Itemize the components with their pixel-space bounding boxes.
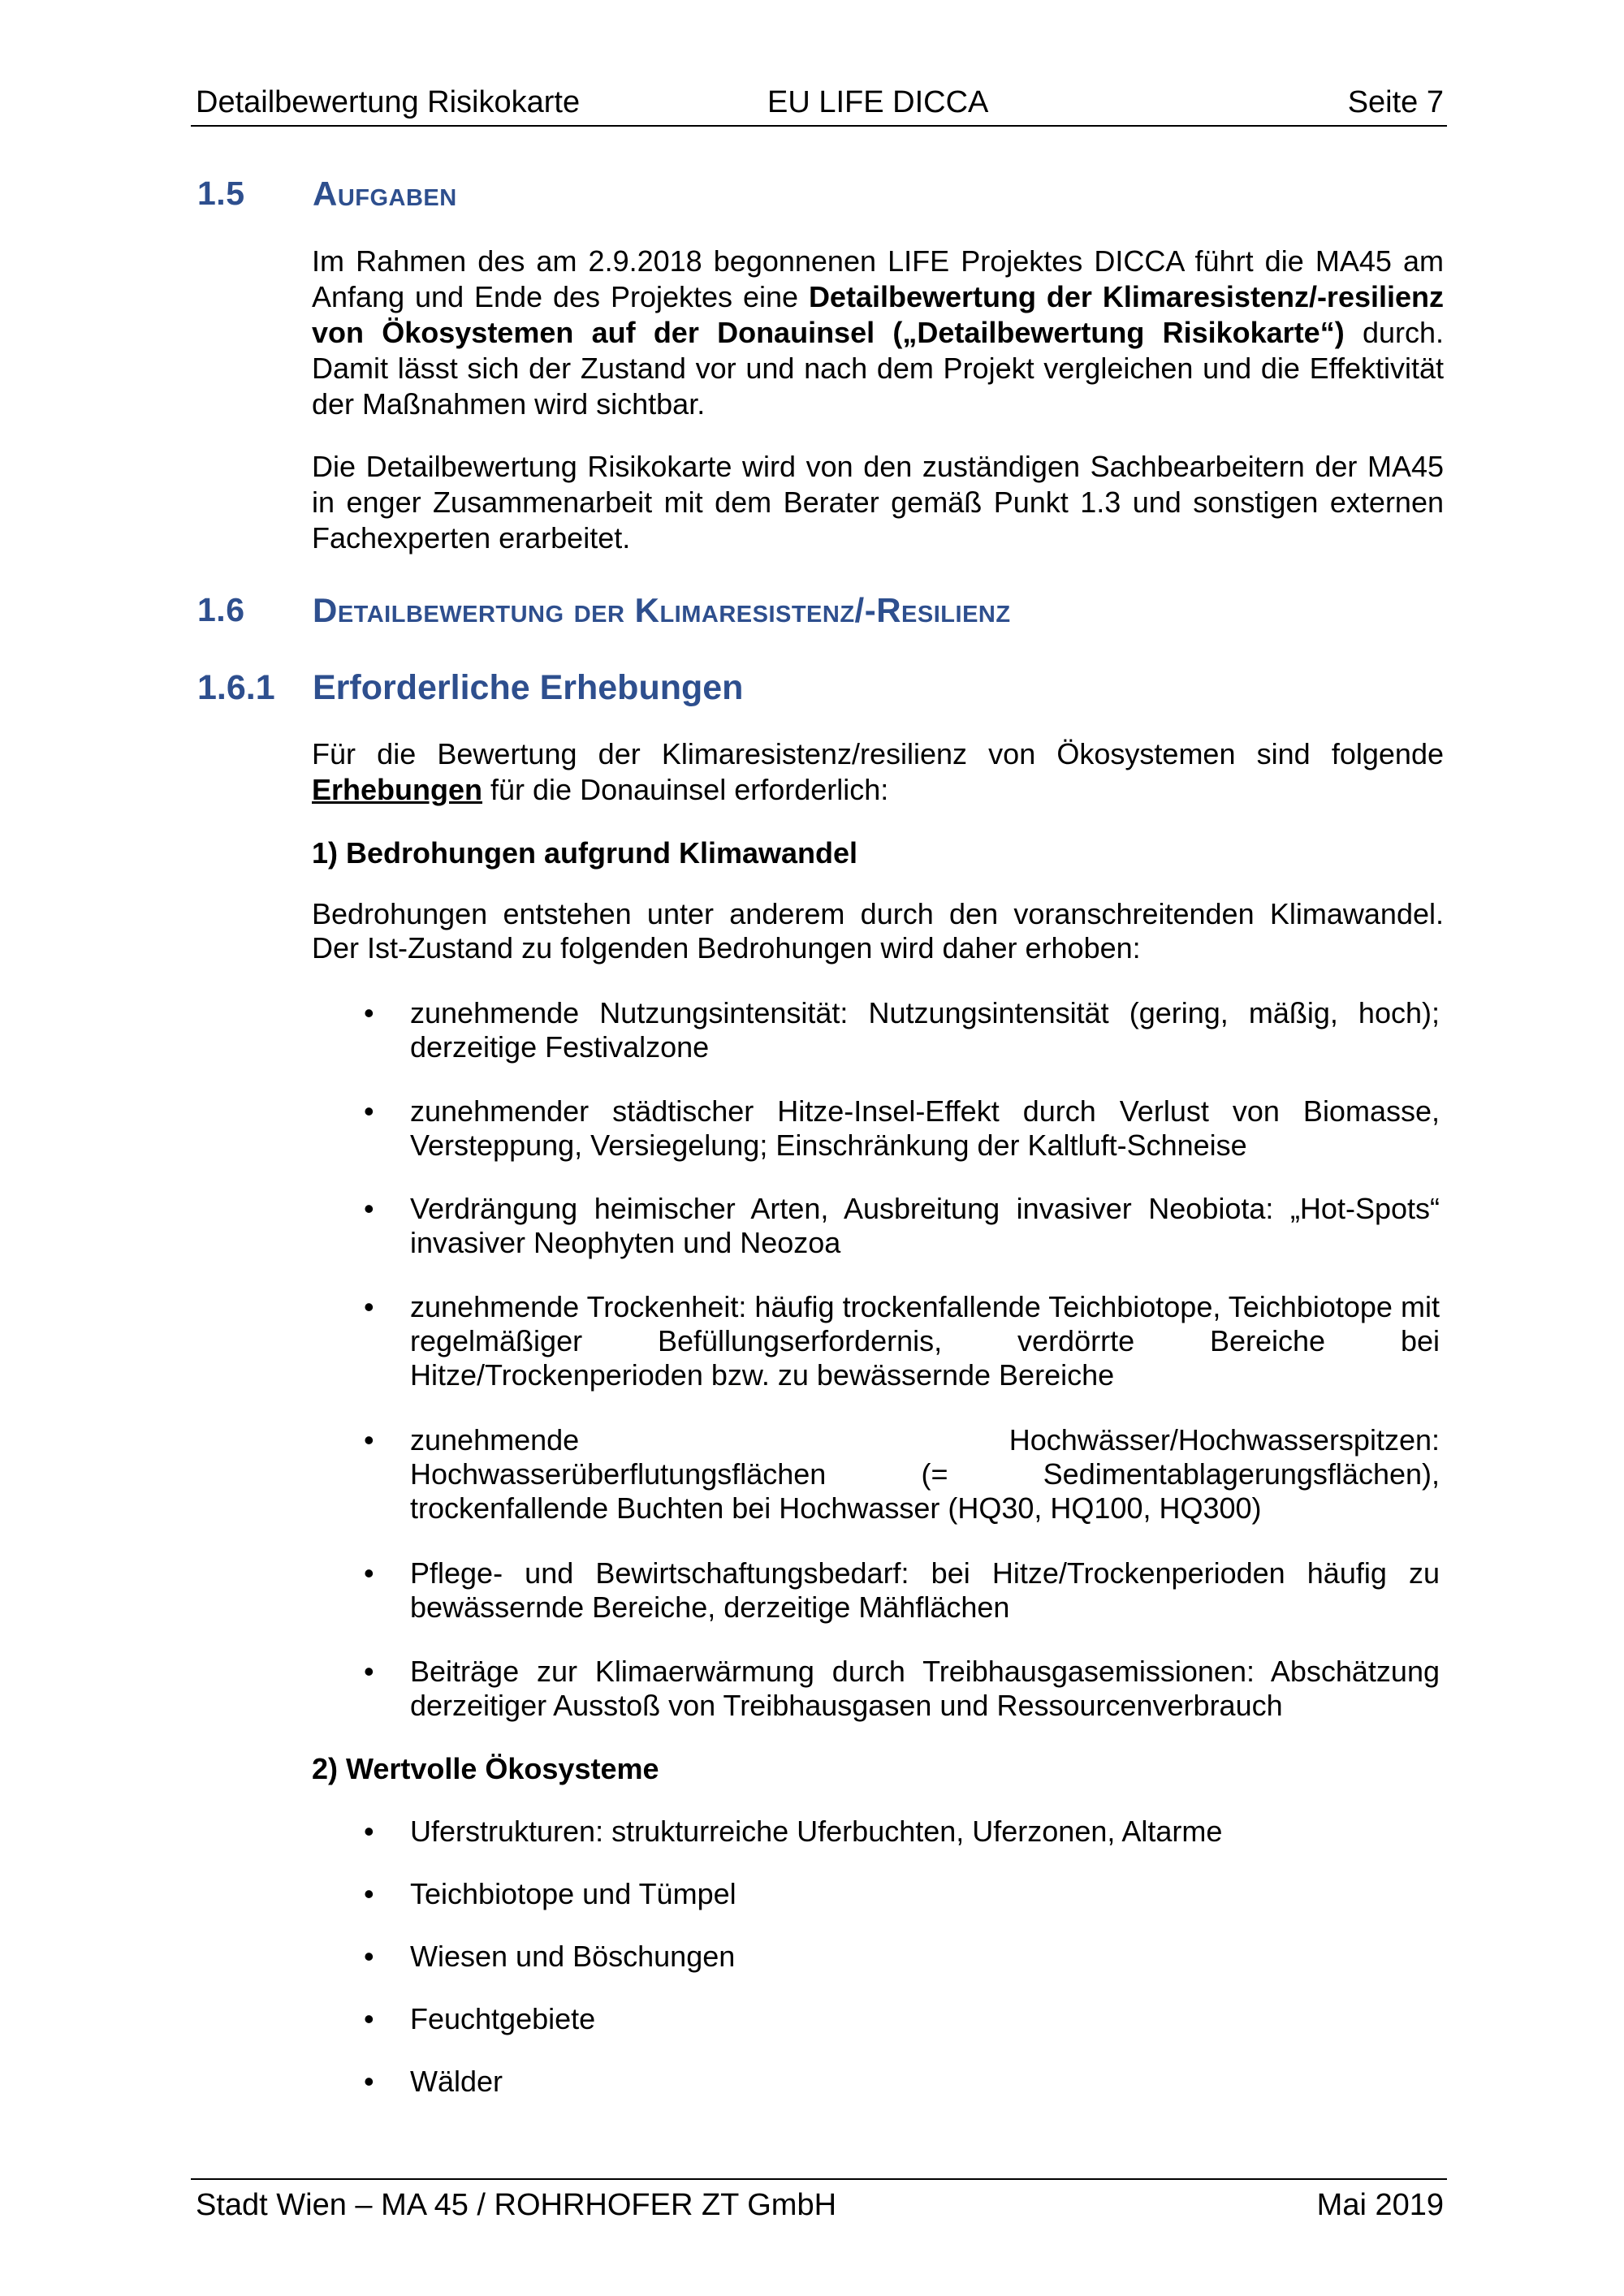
list-item-text: Wälder [410, 2065, 503, 2098]
subsection-label-bedrohungen: 1) Bedrohungen aufgrund Klimawandel [312, 836, 858, 870]
page-header [191, 81, 1447, 127]
section-title: Erforderliche Erhebungen [313, 668, 744, 707]
paragraph-aufgaben-1 [312, 244, 1444, 422]
bullet-icon: • [364, 1877, 374, 1910]
bullet-icon: • [364, 1655, 374, 1688]
bullet-icon: • [364, 1556, 374, 1590]
bullet-icon: • [364, 1815, 374, 1848]
list-item-text: Wiesen und Böschungen [410, 1940, 736, 1973]
list-item-text: Verdrängung heimischer Arten, Ausbreitung invasiver Neobiota: „Hot-Spots“ invasiver Neophyten und Neozoa [410, 1192, 1440, 1259]
list-item-text: Beiträge zur Klimaerwärmung durch Treibhausgasemissionen: Abschätzung derzeitiger Ausstoß von Treibhausgasen und Ressourcenverbrauch [410, 1655, 1440, 1722]
paragraph-bold-text: Detailbewertung der Klimaresistenz/-resilienz von Ökosystemen auf der Donauinsel („Detailbewertung Risikokarte“) [312, 280, 1445, 349]
paragraph-text: für die Donauinsel erforderlich: [482, 773, 889, 806]
paragraph-underlined-text: Erhebungen [312, 773, 483, 806]
subsection-label-oekosysteme: 2) Wertvolle Ökosysteme [312, 1752, 659, 1785]
section-number: 1.5 [197, 175, 245, 212]
header-document-title: Detailbewertung Risikokarte [196, 85, 581, 119]
footer-author: Stadt Wien – MA 45 / ROHRHOFER ZT GmbH [196, 2188, 837, 2222]
paragraph-text: Für die Bewertung der Klimaresistenz/resilienz von Ökosystemen sind folgende [312, 737, 1444, 770]
header-page-number: Seite 7 [1347, 85, 1444, 119]
bullet-icon: • [364, 2002, 374, 2035]
paragraph-text: durch. Damit lässt sich der Zustand vor und nach dem Projekt vergleichen und die Effektivität der Maßnahmen wird sichtbar. [312, 316, 1444, 421]
list-item-text: Uferstrukturen: strukturreiche Uferbuchten, Uferzonen, Altarme [410, 1815, 1223, 1848]
bullet-icon: • [364, 1290, 374, 1323]
paragraph-bedrohungen [312, 897, 1444, 965]
paragraph-text: Die Detailbewertung Risikokarte wird von den zuständigen Sachbearbeitern der MA45 in enger Zusammenarbeit mit dem Berater gemäß Punkt 1.3 und sonstigen externen Fachexperten erarbeitet. [312, 450, 1444, 555]
list-item-text: Teichbiotope und Tümpel [410, 1877, 736, 1910]
bullet-icon: • [364, 2065, 374, 2098]
paragraph-aufgaben-2 [312, 449, 1444, 556]
list-item-text: zunehmende Trockenheit: häufig trockenfallende Teichbiotope, Teichbiotope mit regelmäßiger Befüllungserfordernis, verdörrte Bereiche bei Hitze/Trockenperioden bzw. zu bewässernde Bereiche [410, 1290, 1440, 1392]
bullet-icon: • [364, 996, 374, 1029]
paragraph-erhebungen-intro [312, 736, 1444, 808]
paragraph-text: Bedrohungen entstehen unter anderem durch den voranschreitenden Klimawandel. Der Ist-Zustand zu folgenden Bedrohungen wird daher erhoben: [312, 897, 1444, 965]
page-footer [191, 2178, 1447, 2222]
paragraph-text: Im Rahmen des am 2.9.2018 begonnenen LIFE Projektes DICCA führt die MA45 am Anfang und Ende des Projektes eine [312, 244, 1444, 313]
bullet-icon: • [364, 1094, 374, 1128]
list-item-text: zunehmende Hochwässer/Hochwasserspitzen: Hochwasserüberflutungsflächen (= Sedimentablagerungsflächen), trockenfallende Buchten bei Hochwasser (HQ30, HQ100, HQ300) [410, 1423, 1440, 1525]
list-item-text: Pflege- und Bewirtschaftungsbedarf: bei Hitze/Trockenperioden häufig zu bewässernde Bereiche, derzeitige Mähflächen [410, 1556, 1440, 1624]
list-item-text: zunehmender städtischer Hitze-Insel-Effekt durch Verlust von Biomasse, Versteppung, Versiegelung; Einschränkung der Kaltluft-Schneise [410, 1094, 1440, 1162]
section-title: Aufgaben [313, 175, 457, 213]
bullet-icon: • [364, 1940, 374, 1973]
footer-date: Mai 2019 [1316, 2188, 1444, 2222]
bullet-icon: • [364, 1192, 374, 1225]
section-number: 1.6.1 [197, 668, 275, 707]
list-item-text: Feuchtgebiete [410, 2002, 596, 2035]
section-number: 1.6 [197, 591, 245, 628]
header-project-name: EU LIFE DICCA [767, 85, 989, 119]
section-title: Detailbewertung der Klimaresistenz/-Resilienz [313, 591, 1011, 629]
list-item-text: zunehmende Nutzungsintensität: Nutzungsintensität (gering, mäßig, hoch); derzeitige Festivalzone [410, 996, 1440, 1064]
bullet-icon: • [364, 1423, 374, 1457]
